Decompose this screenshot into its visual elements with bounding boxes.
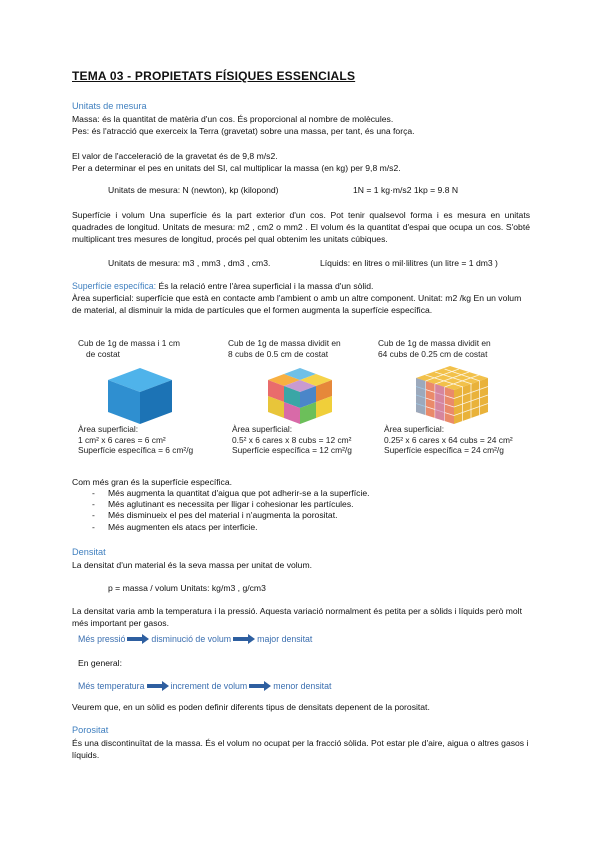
chain-step: Més temperatura <box>78 681 145 691</box>
densitat-variation: La densitat varia amb la temperatura i la pressió. Aquesta variació normalment és petita per a sòlids i líquids però molt més important per gasos. <box>72 606 522 629</box>
figure-2-caption-1: Cub de 1g de massa dividit en <box>228 338 341 348</box>
figure-2 <box>228 338 378 359</box>
units-newton: Unitats de mesura: N (newton), kp (kilopond) <box>108 185 279 195</box>
chain-step: major densitat <box>257 634 313 644</box>
figure-1 <box>78 338 228 359</box>
densitat-definition: La densitat d'un material és la seva massa per unitat de volum. <box>72 560 313 570</box>
figure-1-specific: Superfície específica = 6 cm²/g <box>78 445 194 455</box>
especifica-heading: Superfície específica: <box>72 281 157 291</box>
massa-text: Massa: és la quantitat de matèria d'un cos. És proporcional al nombre de molècules. <box>72 114 394 124</box>
superficie-text: Superfície i volum Una superfície és la part exterior d'un cos. Pot tenir qualsevol forma i es mesura en unitats quadrades de longitud. Unitats de mesura: m2 , cm2 o mm2 . El volum és la quantitat d'espai que ocupa un cos. S'obté multiplicant tres mesures de longitud, procés pel qual obtenim les unitats cúbiques. <box>72 210 530 245</box>
list-item: - Més aglutinant es necessita per lligar i cohesionar les partícules. <box>92 499 532 510</box>
list-item: - Més disminueix el pes del material i n'augmenta la porositat. <box>92 510 532 521</box>
figure-2-specific: Superfície específica = 12 cm²/g <box>232 445 352 455</box>
figure-1-caption-2: de costat <box>86 348 120 359</box>
especifica-text: Àrea superficial: superfície que està en contacte amb l'ambient o amb un altre component. Unitat: m2 /kg En un volum de material, al disminuir la mida de partícules que el formen augmenta la superfície específica. <box>72 293 522 316</box>
especifica-definition: És la relació entre l'àrea superficial i la massa d'un sòlid. <box>156 281 374 291</box>
page-title: TEMA 03 - PROPIETATS FÍSIQUES ESSENCIALS <box>72 69 356 83</box>
figure-3-specific: Superfície específica = 24 cm²/g <box>384 445 504 455</box>
porositat-heading: Porositat <box>72 725 109 735</box>
densitat-porosity-note: Veurem que, en un sòlid es poden definir diferents tipus de densitats depenent de la porositat. <box>72 702 430 712</box>
gravetat-text-1: El valor de l'acceleració de la gravetat és de 9,8 m/s2. <box>72 151 278 161</box>
chain-step: disminució de volum <box>151 634 232 644</box>
list-item: - Més augmenten els atacs per interficie. <box>92 522 532 533</box>
figure-3-caption-1: Cub de 1g de massa dividit en <box>378 338 491 348</box>
consequences-intro: Com més gran és la superfície específica. <box>72 477 233 487</box>
figure-2-calc: 0.5² x 6 cares x 8 cubs = 12 cm² <box>232 434 352 445</box>
gravetat-text-2: Per a determinar el pes en unitats del SI, cal multiplicar la massa (en kg) per 9,8 m/s2. <box>72 163 401 173</box>
arrow-right-icon <box>249 681 271 691</box>
pes-text: Pes: és l'atracció que exerceix la Terra (gravetat) sobre una massa, per tant, és una força. <box>72 126 415 136</box>
figure-3-area-label: Àrea superficial: <box>384 424 445 434</box>
densitat-heading: Densitat <box>72 547 106 557</box>
figure-2-caption-2: 8 cubs de 0.5 cm de costat <box>228 348 329 359</box>
arrow-right-icon <box>233 634 255 644</box>
chain-step: increment de volum <box>170 681 248 691</box>
figure-3-caption-2: 64 cubs de 0.25 cm de costat <box>378 348 488 359</box>
arrow-right-icon <box>127 634 149 644</box>
figure-2-area-label: Àrea superficial: <box>232 424 293 434</box>
units-conversion: 1N = 1 kg·m/s2 1kp = 9.8 N <box>353 185 459 195</box>
consequences-list <box>92 488 532 533</box>
figure-3-calc: 0.25² x 6 cares x 64 cubs = 24 cm² <box>384 434 513 445</box>
figure-1-calc: 1 cm² x 6 cares = 6 cm² <box>78 434 166 445</box>
units-volume: Unitats de mesura: m3 , mm3 , dm3 , cm3. <box>108 258 271 268</box>
chain-step: menor densitat <box>273 681 332 691</box>
densitat-formula: p = massa / volum Unitats: kg/m3 , g/cm3 <box>108 583 266 593</box>
chain-step: Més pressió <box>78 634 126 644</box>
in-general-label: En general: <box>78 658 122 668</box>
sixty-four-cubes-image <box>410 360 496 426</box>
pressure-chain <box>78 634 312 644</box>
figure-1-area-label: Àrea superficial: <box>78 424 139 434</box>
units-liquids: Líquids: en litres o mil·lilitres (un litre = 1 dm3 ) <box>320 258 498 268</box>
list-item: - Més augmenta la quantitat d'aigua que pot adherir-se a la superfície. <box>92 488 532 499</box>
single-cube-image <box>100 360 180 426</box>
units-heading: Unitats de mesura <box>72 101 147 111</box>
figure-3 <box>378 338 538 359</box>
temperature-chain <box>78 681 331 691</box>
figure-1-caption-1: Cub de 1g de massa i 1 cm <box>78 338 180 348</box>
arrow-right-icon <box>147 681 169 691</box>
eight-cubes-image <box>258 362 338 426</box>
porositat-text: És una discontinuïtat de la massa. És el volum no ocupat per la fracció sòlida. Pot estar ple d'aire, aigua o altres gasos i líquids. <box>72 738 529 761</box>
